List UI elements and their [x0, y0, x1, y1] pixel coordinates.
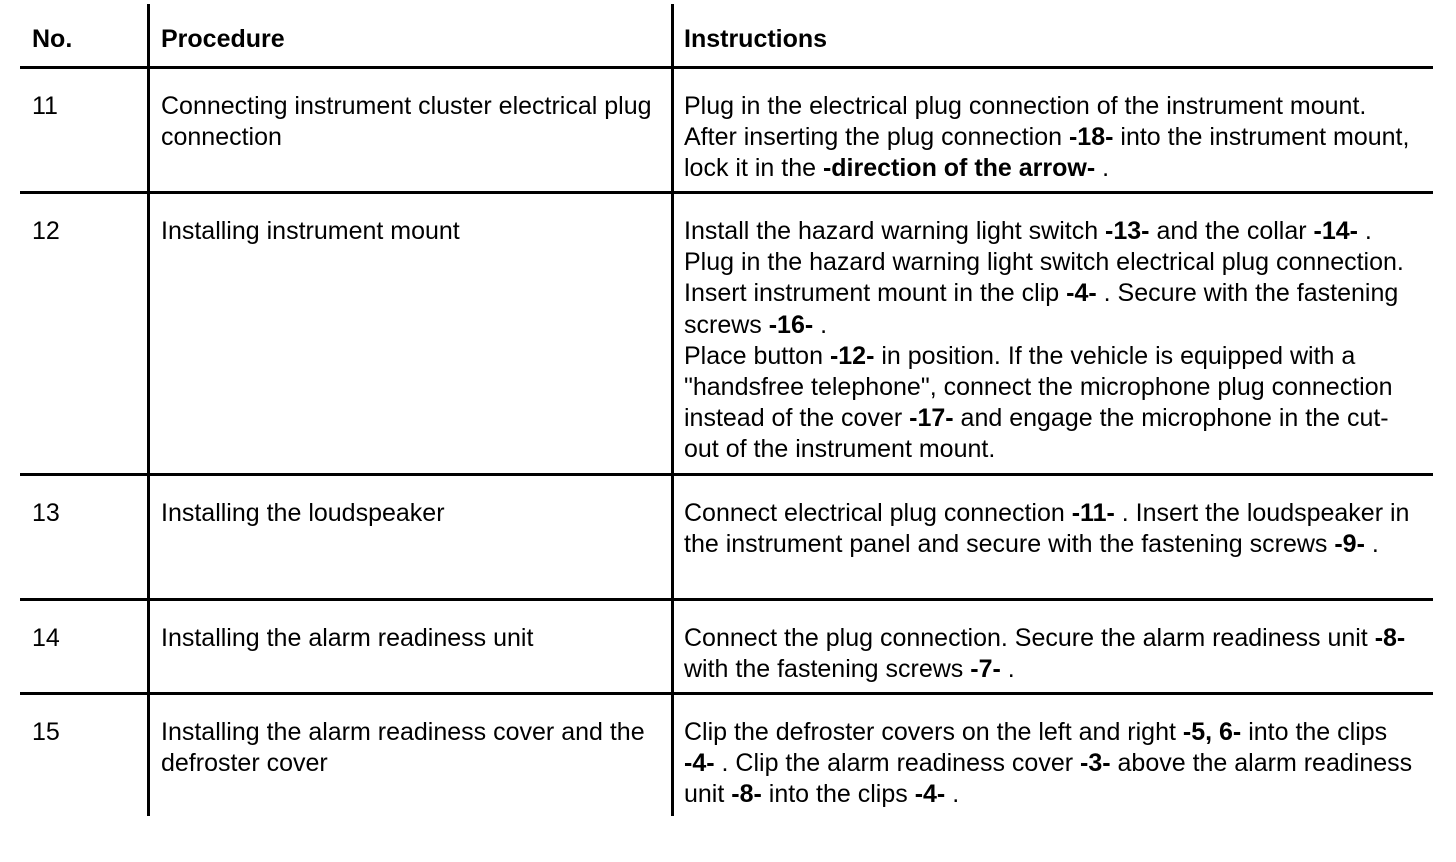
instructions-text	[684, 623, 1419, 685]
part-reference: -4-	[684, 749, 715, 778]
instruction-run: . Insert the loudspeaker in the instrument panel and secure with the fastening screws	[684, 499, 1410, 559]
instructions-text	[684, 91, 1419, 185]
part-reference: -4-	[914, 780, 946, 809]
row-instructions	[673, 69, 1433, 191]
instruction-run: .	[1095, 154, 1110, 183]
part-reference: -3-	[1080, 749, 1111, 778]
instruction-run: Place button	[684, 341, 830, 370]
table-header	[20, 0, 1433, 69]
instructions-text	[684, 498, 1419, 560]
instruction-run: .	[1000, 655, 1015, 684]
instructions-text	[684, 717, 1419, 811]
instruction-run: above the alarm readiness unit	[684, 749, 1413, 809]
table-row	[20, 695, 1433, 820]
instruction-run: Install the hazard warning light switch	[684, 217, 1106, 245]
row-instructions	[673, 601, 1433, 692]
part-reference: -5, 6-	[1182, 718, 1242, 746]
part-reference: -12-	[829, 341, 875, 370]
part-reference: -16-	[768, 310, 814, 339]
table-row	[20, 69, 1433, 194]
instruction-run: .	[813, 310, 828, 339]
row-instructions	[673, 476, 1433, 598]
part-reference: -14-	[1313, 217, 1358, 245]
instruction-run: Plug in the electrical plug connection of the instrument mount. After inserting the plug connection	[684, 92, 1367, 152]
instruction-run: . Plug in the hazard warning light switch electrical plug connection. Insert instrument mount in the clip	[684, 217, 1404, 308]
part-reference: -18-	[1068, 123, 1114, 152]
part-reference: -9-	[1334, 530, 1365, 559]
instruction-run: with the fastening screws	[684, 655, 971, 684]
row-procedure: Installing the alarm readiness unit	[161, 624, 534, 652]
procedure-table	[20, 0, 1433, 820]
instruction-run: into the clips	[761, 780, 915, 809]
part-reference: -17-	[909, 404, 954, 433]
part-reference: -13-	[1105, 217, 1150, 245]
row-instructions	[673, 194, 1433, 473]
row-number: 11	[32, 92, 58, 120]
header-no: No.	[32, 25, 73, 53]
table-row	[20, 476, 1433, 601]
instruction-run: and the collar	[1149, 217, 1314, 245]
part-reference: -4-	[1066, 279, 1097, 308]
instructions-text-2	[684, 341, 1419, 466]
table-row	[20, 194, 1433, 476]
row-number: 13	[32, 499, 60, 527]
header-procedure: Procedure	[161, 25, 285, 53]
instruction-run: . Clip the alarm readiness cover	[714, 749, 1080, 778]
instruction-run: .	[1364, 530, 1379, 559]
header-instructions: Instructions	[684, 25, 828, 53]
instruction-run: .	[945, 780, 960, 809]
instruction-run: into the instrument mount, lock it in the	[684, 123, 1410, 183]
row-number: 14	[32, 624, 60, 652]
column-divider-2	[671, 4, 674, 816]
row-procedure: Connecting instrument cluster electrical plug connection	[161, 92, 652, 152]
row-number: 12	[32, 217, 60, 245]
instruction-run: Connect electrical plug connection	[684, 499, 1072, 527]
instruction-run: into the clips	[1241, 718, 1388, 746]
instructions-text	[684, 216, 1419, 341]
instruction-run: and engage the microphone in the cut-out of the instrument mount.	[684, 404, 1389, 464]
row-procedure: Installing instrument mount	[161, 217, 460, 245]
part-reference: -8-	[1374, 624, 1406, 652]
instruction-run: . Secure with the fastening screws	[684, 279, 1399, 339]
part-reference: -7-	[970, 655, 1001, 684]
part-reference: -11-	[1071, 499, 1115, 527]
instruction-run: in position. If the vehicle is equipped with a "handsfree telephone", connect the microphone plug connection instead of the cover	[684, 341, 1393, 433]
column-divider-1	[147, 4, 150, 816]
instruction-run: Connect the plug connection. Secure the alarm readiness unit	[684, 624, 1375, 652]
row-procedure: Installing the loudspeaker	[161, 499, 445, 527]
row-number: 15	[32, 718, 60, 746]
row-procedure: Installing the alarm readiness cover and the defroster cover	[161, 718, 645, 778]
table-row	[20, 601, 1433, 695]
part-reference: -8-	[731, 780, 762, 809]
row-instructions	[673, 695, 1433, 820]
part-reference: -direction of the arrow-	[822, 154, 1096, 183]
instruction-run: Clip the defroster covers on the left and right	[684, 718, 1183, 746]
